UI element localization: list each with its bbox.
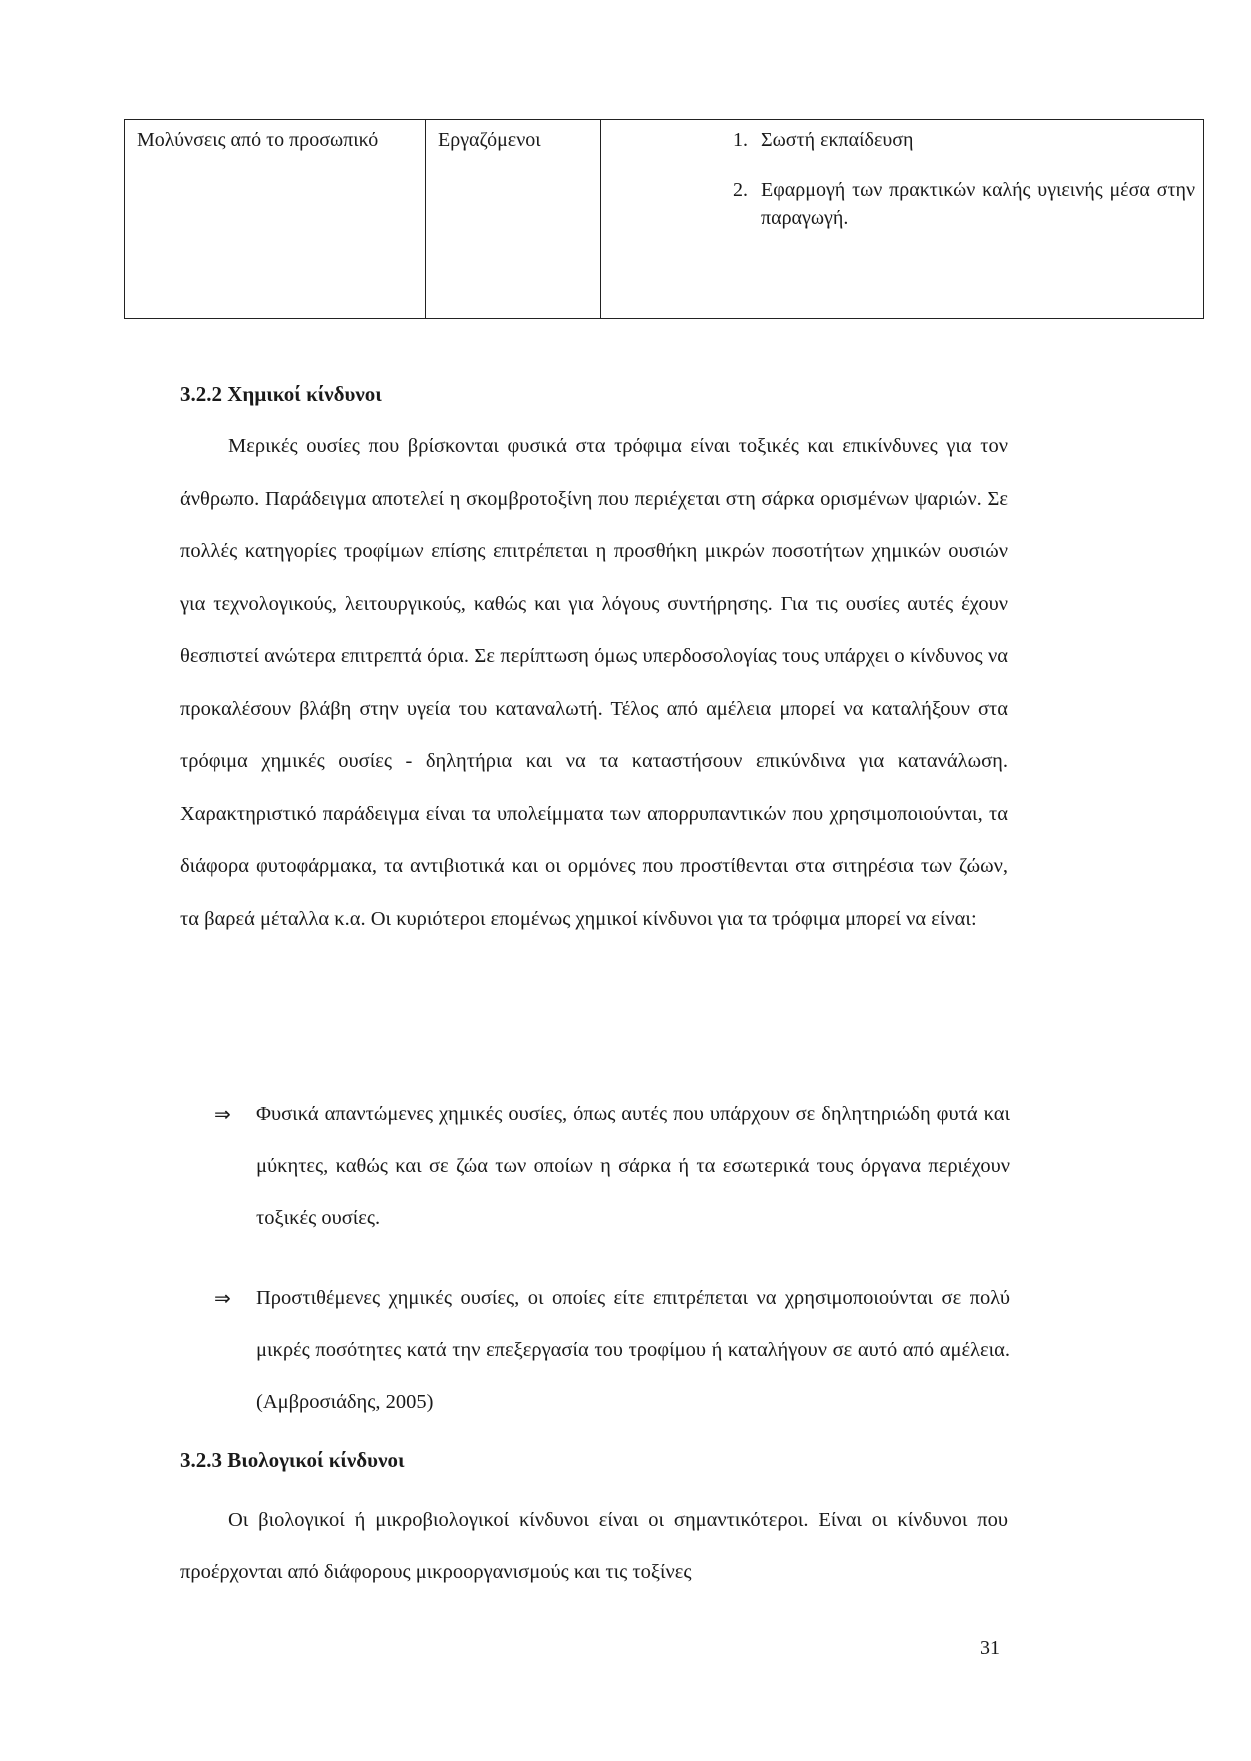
list-item xyxy=(733,126,1195,154)
right-double-arrow-icon: ⇒ xyxy=(214,1102,231,1126)
measure-number: 2. xyxy=(733,179,748,201)
hazard-source-cell xyxy=(125,120,426,319)
measure-text: Εφαρμογή των πρακτικών καλής υγιεινής μέσα στην παραγωγή. xyxy=(761,179,1195,229)
table-row xyxy=(125,120,1204,319)
measures-cell xyxy=(601,120,1204,319)
section-heading-biological: 3.2.3 Βιολογικοί κίνδυνοι xyxy=(180,1448,405,1472)
paragraph-text: Μερικές ουσίες που βρίσκονται φυσικά στα τρόφιμα είναι τοξικές και επικίνδυνες για τον άνθρωπο. Παράδειγμα αποτελεί η σκομβροτοξίνη που περιέχεται στη σάρκα ορισμένων ψαριών. Σε πολλές κατηγορίες τροφίμων επίσης επιτρέπεται η προσθήκη μικρών ποσοτήτων χημικών ουσιών για τεχνολογικούς, λειτουργικούς, καθώς και για λόγους συντήρησης. Για τις ουσίες αυτές έχουν θεσπιστεί ανώτερα επιτρεπτά όρια. Σε περίπτωση όμως υπερδοσολογίας τους υπάρχει ο κίνδυνος να προκαλέσουν βλάβη στην υγεία του καταναλωτή. Τέλος από αμέλεια μπορεί να καταλήξουν στα τρόφιμα χημικές ουσίες - δηλητήρια και να τα καταστήσουν επικύνδινα για κατανάλωση. Χαρακτηριστικό παράδειγμα είναι τα υπολείμματα των απορρυπαντικών που χρησιμοποιούνται, τα διάφορα φυτοφάρμακα, τα αντιβιοτικά και οι ορμόνες που προστίθενται στα σιτηρέσια των ζώων, τα βαρεά μέταλλα κ.α. Οι κυριότεροι επομένως χημικοί κίνδυνοι για τα τρόφιμα μπορεί να είναι: xyxy=(180,435,1008,930)
chemical-hazards-paragraph xyxy=(180,420,1008,945)
biological-hazards-paragraph xyxy=(180,1494,1008,1598)
page-number: 31 xyxy=(980,1637,1000,1659)
measures-list xyxy=(613,126,1195,232)
affected-text: Εργαζόμενοι xyxy=(438,129,541,151)
bullet-text: Προστιθέμενες χημικές ουσίες, οι οποίες είτε επιτρέπεται να χρησιμοποιούνται σε πολύ μικρές ποσότητες κατά την επεξεργασία του τροφίμου ή καταλήγουν σε αυτό από αμέλεια.(Αμβροσιάδης, 2005) xyxy=(256,1287,1010,1413)
affected-cell xyxy=(426,120,601,319)
section-heading-chemical: 3.2.2 Χημικοί κίνδυνοι xyxy=(180,382,382,406)
measure-text: Σωστή εκπαίδευση xyxy=(761,129,914,151)
list-item xyxy=(733,176,1195,232)
hazard-source-text: Μολύνσεις από το προσωπικό xyxy=(137,129,379,151)
measure-number: 1. xyxy=(733,129,748,151)
list-item xyxy=(214,1088,1010,1244)
paragraph-text: Οι βιολογικοί ή μικροβιολογικοί κίνδυνοι είναι οι σημαντικότεροι. Είναι οι κίνδυνοι που προέρχονται από διάφορους μικροοργανισμούς και τις τοξίνες xyxy=(180,1509,1008,1583)
bullet-text: Φυσικά απαντώμενες χημικές ουσίες, όπως αυτές που υπάρχουν σε δηλητηριώδη φυτά και μύκητες, καθώς και σε ζώα των οποίων η σάρκα ή τα εσωτερικά τους όργανα περιέχουν τοξικές ουσίες. xyxy=(256,1103,1010,1229)
right-double-arrow-icon: ⇒ xyxy=(214,1286,231,1310)
hazard-table xyxy=(124,119,1204,319)
list-item xyxy=(214,1272,1010,1428)
